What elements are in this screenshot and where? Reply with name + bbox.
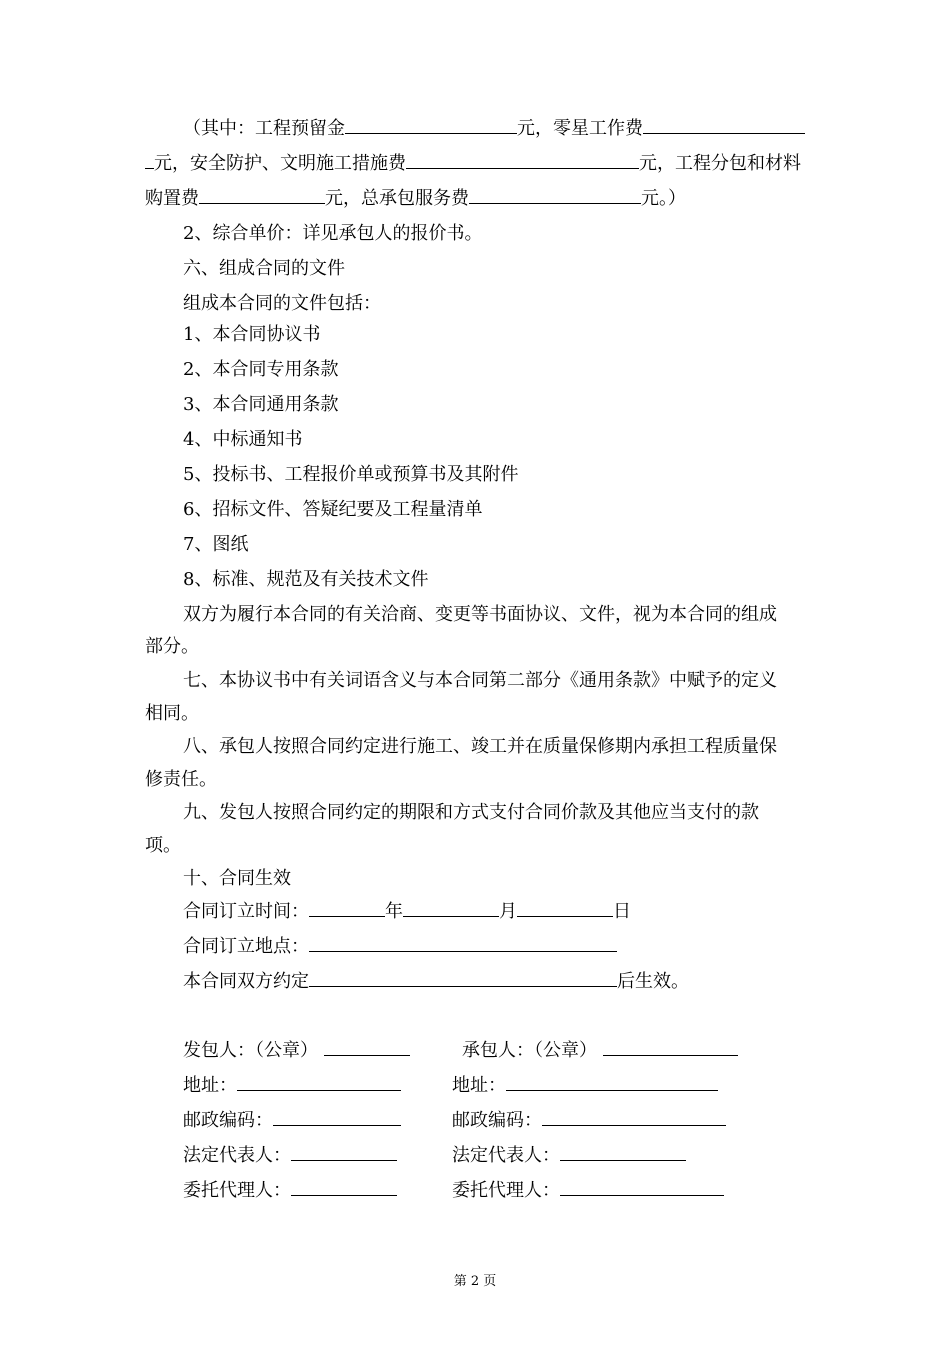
daywork-fee-blank-cont[interactable]	[145, 152, 154, 169]
unit-price-clause: 2、综合单价：详见承包人的报价书。	[183, 223, 483, 244]
section10-heading: 十、合同生效	[183, 868, 291, 889]
contractor-legal-rep-line: 法定代表人：	[452, 1144, 686, 1168]
document-list-item: 8、标准、规范及有关技术文件	[183, 569, 429, 590]
contract-place-line: 合同订立地点：	[183, 935, 617, 959]
place-blank[interactable]	[309, 935, 617, 952]
section6-note-line-1: 双方为履行本合同的有关洽商、变更等书面协议、文件，视为本合同的组成	[183, 604, 777, 625]
employer-agent-line: 委托代理人：	[183, 1179, 397, 1203]
document-list-item: 6、招标文件、答疑纪要及工程量清单	[183, 499, 483, 520]
contractor-seal-line: 承包人：（公章）	[462, 1039, 738, 1063]
document-list-item: 1、本合同协议书	[183, 324, 321, 345]
contract-date-line: 合同订立时间： 年 月 日	[183, 901, 631, 922]
document-list-item: 5、投标书、工程报价单或预算书及其附件	[183, 464, 519, 485]
employer-postcode-blank[interactable]	[273, 1109, 401, 1126]
section6-note-line-2: 部分。	[145, 636, 199, 657]
employer-legal-rep-blank[interactable]	[291, 1144, 397, 1161]
subcontract-material-blank[interactable]	[199, 187, 325, 204]
contractor-address-line: 地址：	[452, 1074, 718, 1098]
contractor-legal-rep-blank[interactable]	[560, 1144, 686, 1161]
employer-address-line: 地址：	[183, 1074, 401, 1098]
contractor-postcode-blank[interactable]	[542, 1109, 726, 1126]
document-list-item: 4、中标通知书	[183, 429, 303, 450]
year-blank[interactable]	[309, 900, 385, 917]
section6-intro: 组成本合同的文件包括：	[183, 293, 381, 314]
safety-measures-blank[interactable]	[406, 152, 639, 169]
employer-postcode-line: 邮政编码：	[183, 1109, 401, 1133]
section7-line-2: 相同。	[145, 703, 199, 724]
contract-effect-line: 本合同双方约定 后生效。	[183, 971, 689, 992]
document-list-item: 3、本合同通用条款	[183, 394, 339, 415]
day-blank[interactable]	[517, 900, 613, 917]
contractor-seal-blank[interactable]	[603, 1039, 738, 1056]
employer-seal-blank[interactable]	[324, 1039, 410, 1056]
reserve-fund-blank[interactable]	[345, 117, 517, 134]
month-blank[interactable]	[403, 900, 499, 917]
service-fee-blank[interactable]	[469, 187, 641, 204]
section9-line-2: 项。	[145, 835, 181, 856]
employer-address-blank[interactable]	[237, 1074, 401, 1091]
section9-line-1: 九、发包人按照合同约定的期限和方式支付合同价款及其他应当支付的款	[183, 802, 759, 823]
price-breakdown-line-3: 购置费 元，总承包服务费 元。）	[145, 188, 686, 209]
document-list-item: 7、图纸	[183, 534, 249, 555]
contractor-agent-blank[interactable]	[560, 1179, 724, 1196]
section8-line-1: 八、承包人按照合同约定进行施工、竣工并在质量保修期内承担工程质量保	[183, 736, 777, 757]
section7-line-1: 七、本协议书中有关词语含义与本合同第二部分《通用条款》中赋予的定义	[183, 670, 777, 691]
employer-legal-rep-line: 法定代表人：	[183, 1144, 397, 1168]
price-breakdown-line-1: （其中：工程预留金 元，零星工作费	[183, 117, 805, 141]
page-number: 第 2 页	[453, 1274, 497, 1289]
section6-heading: 六、组成合同的文件	[183, 258, 345, 279]
section8-line-2: 修责任。	[145, 769, 217, 790]
contractor-agent-line: 委托代理人：	[452, 1179, 724, 1203]
employer-seal-line: 发包人：（公章）	[183, 1039, 410, 1063]
daywork-fee-blank[interactable]	[643, 117, 805, 134]
price-breakdown-line-2: 元，安全防护、文明施工措施费 元，工程分包和材料	[145, 152, 801, 176]
contractor-address-blank[interactable]	[506, 1074, 718, 1091]
effect-condition-blank[interactable]	[309, 970, 617, 987]
employer-agent-blank[interactable]	[291, 1179, 397, 1196]
contractor-postcode-line: 邮政编码：	[452, 1109, 726, 1133]
document-list-item: 2、本合同专用条款	[183, 359, 339, 380]
